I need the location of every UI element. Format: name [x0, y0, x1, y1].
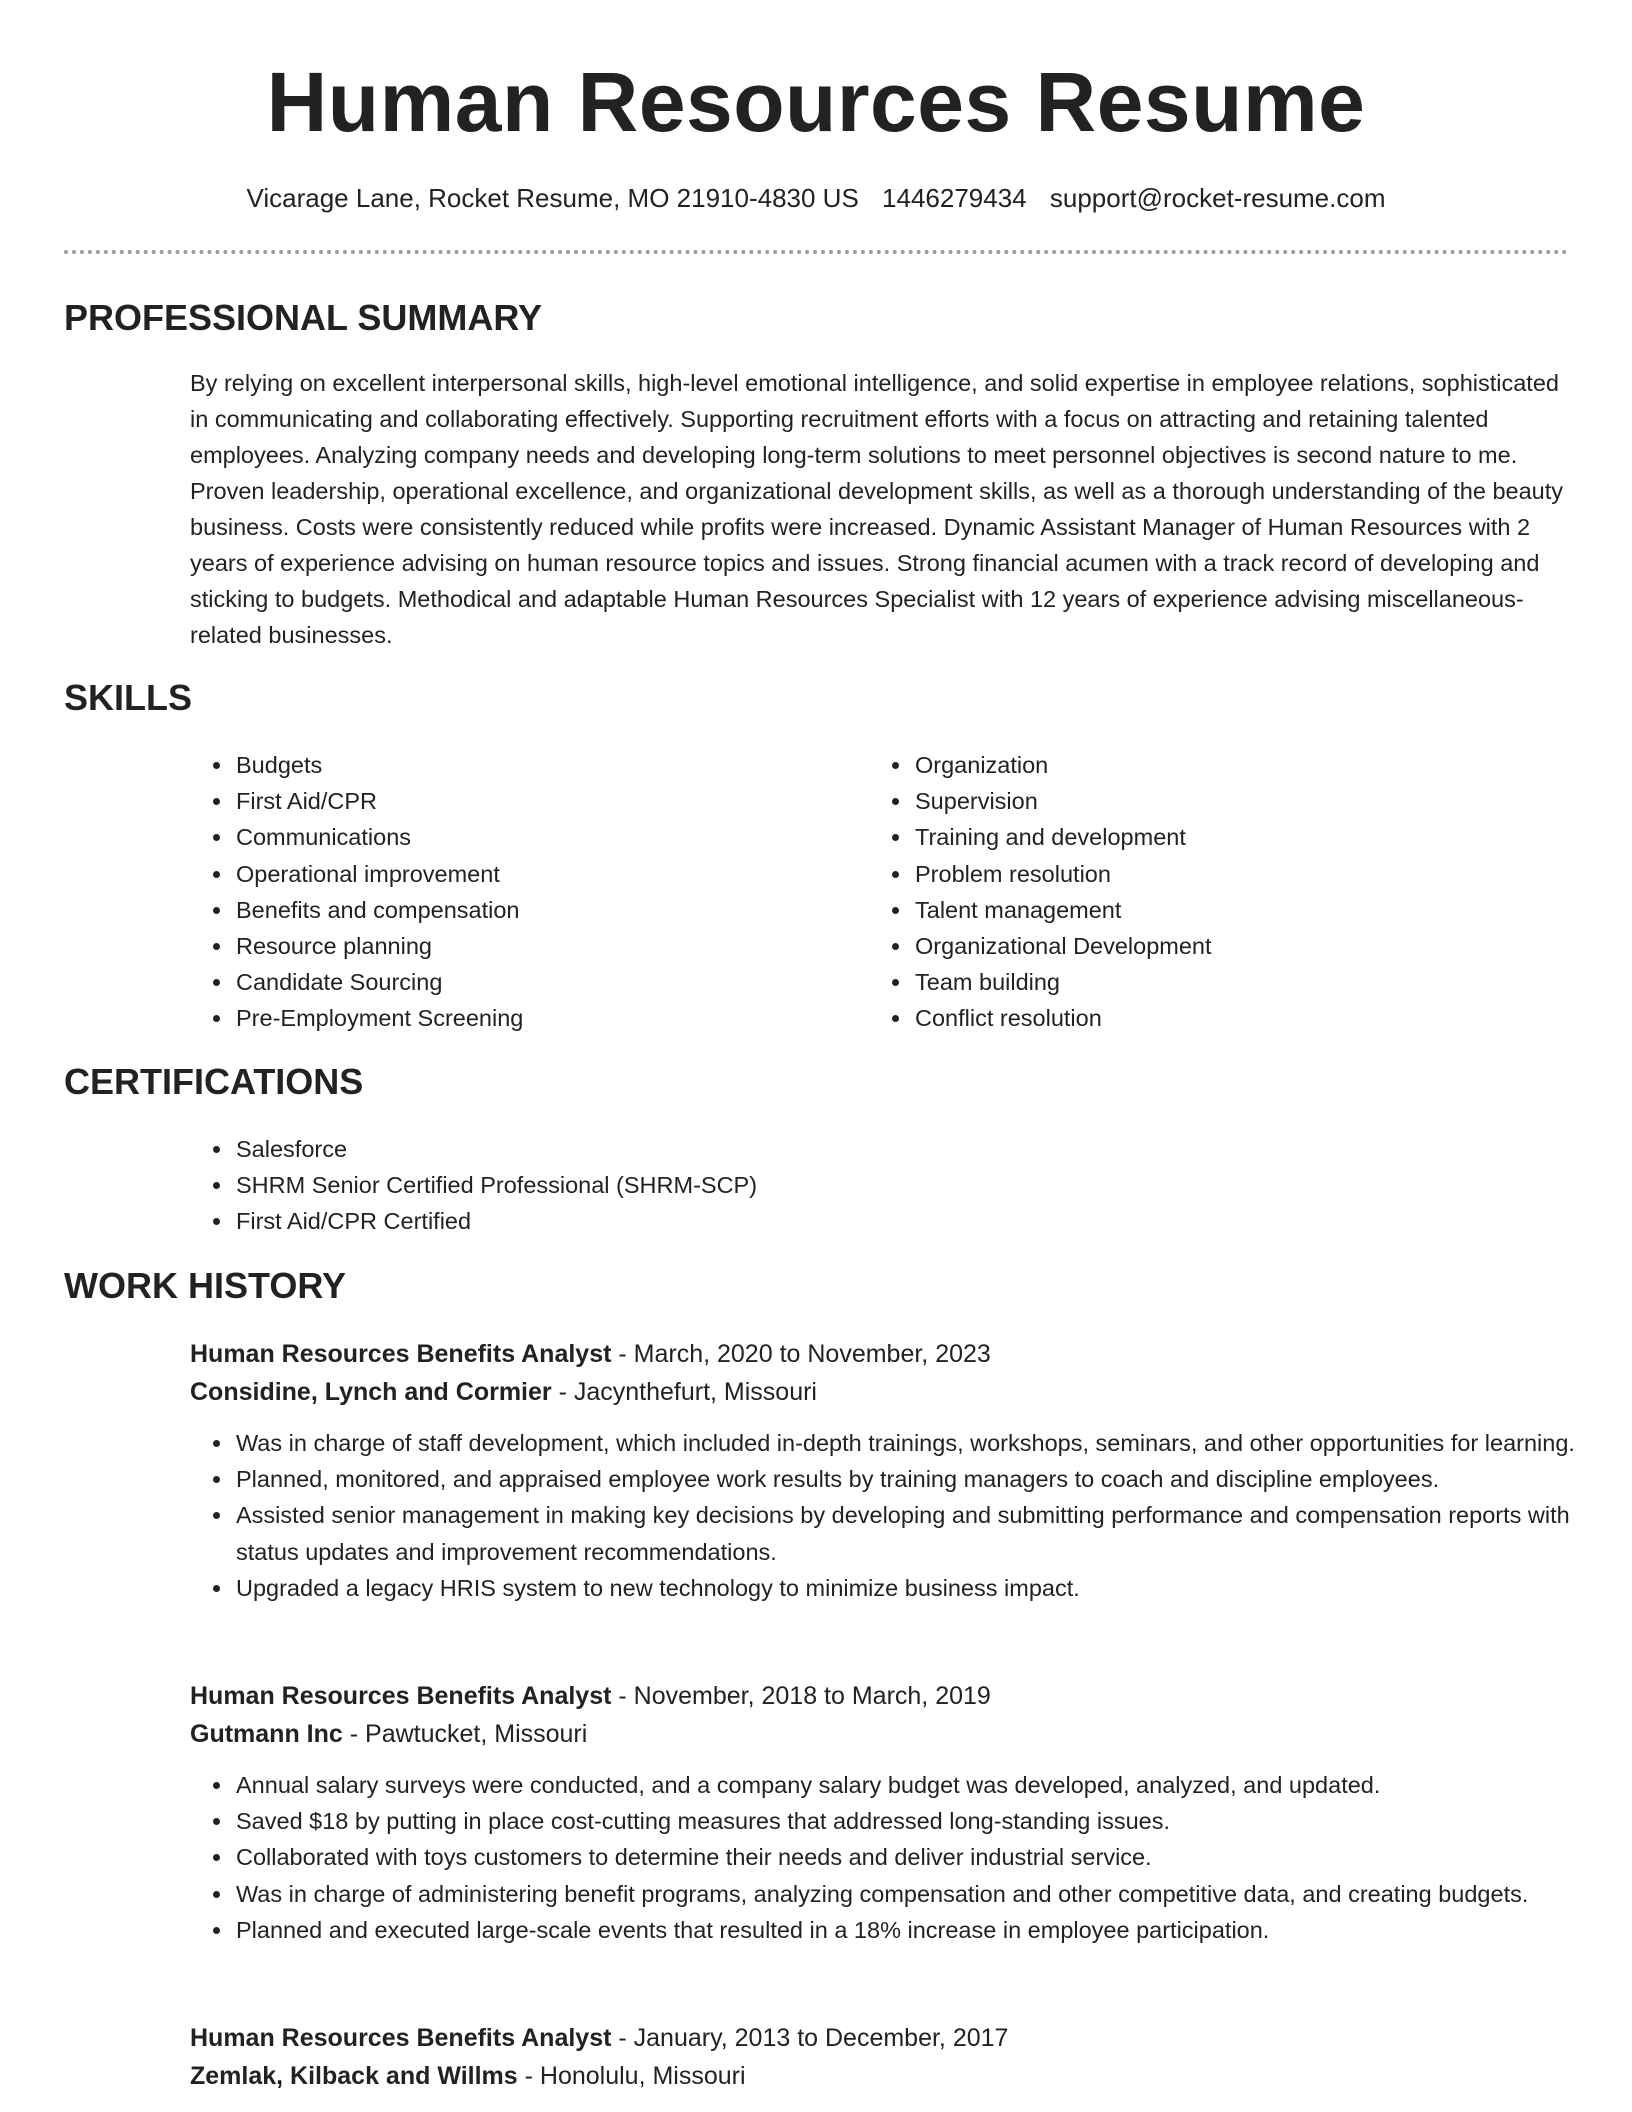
job-title-line — [190, 1335, 1570, 1373]
skills-list-right — [869, 747, 1489, 1037]
skill-item: • First Aid/CPR — [234, 783, 810, 819]
certification-item: • First Aid/CPR Certified — [234, 1203, 1090, 1239]
skill-item: • Operational improvement — [234, 856, 810, 892]
job-duty: • Saved $18 by putting in place cost-cutting measures that addressed long-standing issues. — [234, 1803, 1604, 1839]
certification-item: • SHRM Senior Certified Professional (SHRM-SCP) — [234, 1167, 1090, 1203]
job-dates: - November, 2018 to March, 2019 — [611, 1682, 991, 1710]
job-company: Zemlak, Kilback and Willms — [190, 2062, 518, 2090]
job-location: - Pawtucket, Missouri — [342, 1720, 588, 1748]
job-company-line — [190, 1715, 1570, 1753]
skills-heading: SKILLS — [64, 677, 193, 718]
skill-item: • Conflict resolution — [913, 1000, 1489, 1036]
job-duties-list — [190, 1767, 1604, 1948]
skill-item: • Candidate Sourcing — [234, 964, 810, 1000]
skill-item: • Communications — [234, 819, 810, 855]
certifications-list — [190, 1131, 1090, 1240]
job-duty: • Planned and executed large-scale events that resulted in a 18% increase in employee participation. — [234, 1912, 1604, 1948]
job-duty: • Upgraded a legacy HRIS system to new technology to minimize business impact. — [234, 1570, 1604, 1606]
skills-list-left — [190, 747, 810, 1037]
certifications-heading: CERTIFICATIONS — [64, 1061, 364, 1102]
skill-item: • Problem resolution — [913, 856, 1489, 892]
job-location: - Honolulu, Missouri — [517, 2062, 746, 2090]
header-divider — [64, 250, 1568, 254]
skill-item: • Pre-Employment Screening — [234, 1000, 810, 1036]
certification-item: • Salesforce — [234, 1131, 1090, 1167]
job-duty: • Assisted senior management in making key decisions by developing and submitting performance and compensation reports with status updates and improvement recommendations. — [234, 1497, 1604, 1569]
job-duties-list — [190, 1425, 1604, 1606]
skills-right-column — [869, 747, 1489, 1037]
contact-email: support@rocket-resume.com — [1049, 183, 1386, 213]
job-entry — [190, 1335, 1575, 1606]
contact-phone: 1446279434 — [882, 183, 1027, 213]
job-title-line — [190, 2019, 1570, 2057]
skill-item: • Benefits and compensation — [234, 892, 810, 928]
job-entry — [190, 2019, 1570, 2095]
job-company: Considine, Lynch and Cormier — [190, 1378, 552, 1406]
job-location: - Jacynthefurt, Missouri — [551, 1378, 817, 1406]
summary-text: By relying on excellent interpersonal skills, high-level emotional intelligence, and solid expertise in employee relations, sophisticated in communicating and collaborating effectively. Supporting recruitment efforts with a focus on attracting and retaining talented employees. Analyzing company needs and developing long-term solutions to meet personnel objectives is second nature to me. Proven leadership, operational excellence, and organizational development skills, as well as a thorough understanding of the beauty business. Costs were consistently reduced while profits were increased. Dynamic Assistant Manager of Human Resources with 2 years of experience advising on human resource topics and issues. Strong financial acumen with a track record of developing and sticking to budgets. Methodical and adaptable Human Resources Specialist with 12 years of experience advising miscellaneous-related businesses. — [190, 370, 1564, 648]
skill-item: • Talent management — [913, 892, 1489, 928]
job-entry — [190, 1677, 1570, 1948]
skill-item: • Organizational Development — [913, 928, 1489, 964]
job-dates: - March, 2020 to November, 2023 — [611, 1340, 991, 1368]
job-title-line — [190, 1677, 1570, 1715]
contact-info — [0, 180, 1632, 216]
summary-heading: PROFESSIONAL SUMMARY — [64, 297, 543, 338]
job-title: Human Resources Benefits Analyst — [190, 1682, 612, 1710]
job-title: Human Resources Benefits Analyst — [190, 2024, 612, 2052]
work-history-heading: WORK HISTORY — [64, 1265, 347, 1306]
skill-item: • Supervision — [913, 783, 1489, 819]
skill-item: • Team building — [913, 964, 1489, 1000]
job-duty: • Planned, monitored, and appraised employee work results by training managers to coach and discipline employees. — [234, 1461, 1604, 1497]
skill-item: • Organization — [913, 747, 1489, 783]
skill-item: • Budgets — [234, 747, 810, 783]
job-company: Gutmann Inc — [190, 1720, 343, 1748]
job-company-line — [190, 1373, 1570, 1411]
skill-item: • Training and development — [913, 819, 1489, 855]
job-duty: • Was in charge of administering benefit programs, analyzing compensation and other competitive data, and creating budgets. — [234, 1876, 1604, 1912]
job-duty: • Was in charge of staff development, which included in-depth trainings, workshops, seminars, and other opportunities for learning. — [234, 1425, 1604, 1461]
skill-item: • Resource planning — [234, 928, 810, 964]
job-company-line — [190, 2057, 1570, 2095]
job-duty: • Annual salary surveys were conducted, and a company salary budget was developed, analyzed, and updated. — [234, 1767, 1604, 1803]
certifications-block — [190, 1131, 1090, 1240]
contact-address: Vicarage Lane, Rocket Resume, MO 21910-4830 US — [246, 183, 859, 213]
job-duty: • Collaborated with toys customers to determine their needs and deliver industrial service. — [234, 1839, 1604, 1875]
job-dates: - January, 2013 to December, 2017 — [611, 2024, 1009, 2052]
skills-left-column — [190, 747, 810, 1037]
job-title: Human Resources Benefits Analyst — [190, 1340, 612, 1368]
page-title: Human Resources Resume — [266, 55, 1366, 149]
